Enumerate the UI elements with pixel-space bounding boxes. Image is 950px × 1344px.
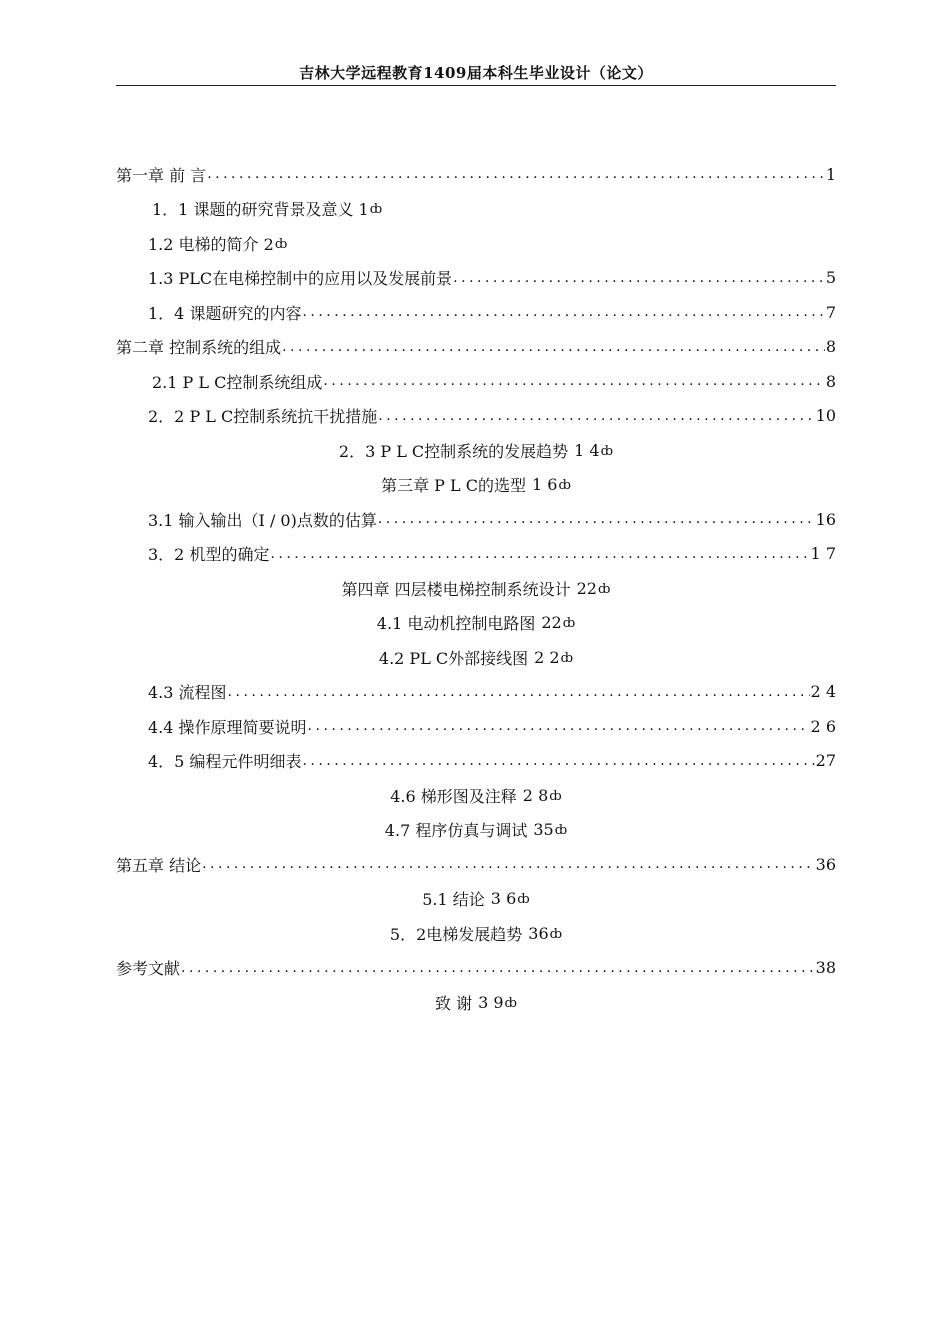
page-header-title: 吉林大学远程教育1409届本科生毕业设计（论文） xyxy=(299,64,653,82)
toc-page-number: 5 xyxy=(825,268,836,288)
toc-entry-title: 4.4 操作原理简要说明 xyxy=(148,717,307,737)
paragraph-return-icon: ȸ xyxy=(517,892,530,908)
toc-entry[interactable] xyxy=(116,261,836,296)
toc-entry-title: 5．2电梯发展趋势 xyxy=(389,924,523,944)
toc-entry-title: 3.1 输入输出（I / 0)点数的估算 xyxy=(148,510,377,530)
paragraph-return-icon: ȸ xyxy=(600,443,614,459)
toc-entry[interactable] xyxy=(116,709,836,744)
toc-entry[interactable] xyxy=(116,951,836,986)
toc-dot-leader xyxy=(453,270,825,286)
toc-page-number: 8 xyxy=(825,337,836,357)
paragraph-return-icon: ȸ xyxy=(369,202,383,218)
toc-entry-title: 3．2 机型的确定 xyxy=(148,545,270,565)
toc-page-number: 8 xyxy=(825,371,836,391)
toc-entry-title: 第四章 四层楼电梯控制系统设计 xyxy=(341,579,571,599)
toc-entry[interactable] xyxy=(116,330,836,365)
toc-dot-leader xyxy=(302,304,824,320)
toc-dot-leader xyxy=(270,546,809,562)
toc-entry[interactable] xyxy=(116,847,836,882)
toc-entry[interactable] xyxy=(116,744,836,779)
toc-entry-title: 2.1 P L C控制系统组成 xyxy=(152,372,323,392)
toc-entry[interactable] xyxy=(116,675,836,710)
toc-page-number: 36 xyxy=(528,923,549,943)
toc-dot-leader xyxy=(202,856,815,872)
toc-page-number: 3 9 xyxy=(478,992,504,1012)
toc-entry-title: 5.1 结论 xyxy=(422,890,485,910)
toc-entry-title: 2．2 P L C控制系统抗干扰措施 xyxy=(148,407,378,427)
toc-entry[interactable] xyxy=(116,192,836,227)
toc-page-number: 1 6 xyxy=(531,475,558,495)
toc-entry[interactable] xyxy=(116,606,836,641)
paragraph-return-icon: ȸ xyxy=(549,788,562,804)
toc-entry-title: 4.1 电动机控制电路图 xyxy=(376,614,536,634)
toc-entry[interactable] xyxy=(116,468,836,503)
toc-dot-leader xyxy=(302,753,814,769)
toc-page-number: 10 xyxy=(815,406,836,426)
toc-page-number: 7 xyxy=(825,302,836,322)
toc-entry[interactable] xyxy=(116,433,836,468)
toc-page-number: 2 8 xyxy=(522,785,549,805)
toc-page-number: 3 6 xyxy=(490,889,517,909)
header-divider xyxy=(116,85,836,86)
toc-page-number: 35 xyxy=(533,820,554,840)
toc-page-number: 1 7 xyxy=(810,544,836,564)
toc-dot-leader xyxy=(323,373,824,389)
toc-entry[interactable] xyxy=(116,226,836,261)
toc-entry-title: 第二章 控制系统的组成 xyxy=(116,338,282,358)
toc-entry-title: 第五章 结论 xyxy=(116,855,202,875)
paragraph-return-icon: ȸ xyxy=(504,995,518,1011)
toc-entry[interactable] xyxy=(116,399,836,434)
toc-entry[interactable] xyxy=(116,813,836,848)
toc-dot-leader xyxy=(228,684,810,700)
toc-dot-leader xyxy=(282,339,825,355)
toc-entry[interactable] xyxy=(116,502,836,537)
toc-dot-leader xyxy=(207,166,825,182)
toc-page-number: 2 2 xyxy=(534,647,560,667)
table-of-contents xyxy=(116,157,836,1020)
toc-page-number: 16 xyxy=(815,509,836,529)
toc-entry-title: 2．3 P L C控制系统的发展趋势 xyxy=(338,441,569,461)
toc-entry[interactable] xyxy=(116,364,836,399)
toc-entry[interactable] xyxy=(116,295,836,330)
toc-dot-leader xyxy=(181,960,815,976)
paragraph-return-icon: ȸ xyxy=(597,581,611,597)
toc-entry-title: 第三章 P L C的选型 xyxy=(381,476,526,496)
toc-entry-title: 4．5 编程元件明细表 xyxy=(148,752,302,772)
toc-entry-title: 致 谢 xyxy=(434,993,473,1013)
toc-dot-leader xyxy=(378,511,815,527)
toc-entry[interactable] xyxy=(116,640,836,675)
toc-dot-leader xyxy=(308,718,810,734)
toc-entry-title: 参考文献 xyxy=(116,959,181,979)
toc-entry[interactable] xyxy=(116,537,836,572)
paragraph-return-icon: ȸ xyxy=(560,650,574,666)
toc-page-number: 2 4 xyxy=(810,682,836,702)
toc-page-number: 22 xyxy=(576,578,597,598)
toc-page-number: 22 xyxy=(541,613,562,633)
toc-entry[interactable] xyxy=(116,882,836,917)
toc-page-number: 38 xyxy=(815,958,836,978)
toc-entry[interactable] xyxy=(116,571,836,606)
toc-entry[interactable] xyxy=(116,778,836,813)
toc-page-number: 36 xyxy=(815,854,836,874)
toc-entry[interactable] xyxy=(116,985,836,1020)
toc-entry-title: 4.3 流程图 xyxy=(148,683,227,703)
paragraph-return-icon: ȸ xyxy=(274,236,288,252)
toc-entry[interactable] xyxy=(116,157,836,192)
paragraph-return-icon: ȸ xyxy=(562,616,576,632)
toc-entry-title: 1.3 PLC在电梯控制中的应用以及发展前景 xyxy=(148,269,453,289)
paragraph-return-icon: ȸ xyxy=(549,926,563,942)
toc-dot-leader xyxy=(378,408,814,424)
paragraph-return-icon: ȸ xyxy=(558,478,571,494)
toc-entry-title: 1.2 电梯的简介 2 xyxy=(148,234,274,254)
paragraph-return-icon: ȸ xyxy=(554,823,568,839)
toc-entry-title: 4.6 梯形图及注释 xyxy=(390,786,517,806)
toc-entry-title: 第一章 前 言 xyxy=(116,165,207,185)
toc-page-number: 1 xyxy=(825,164,836,184)
toc-entry-title: 4.2 PL C外部接线图 xyxy=(378,648,529,668)
toc-page-number: 1 4 xyxy=(574,440,600,460)
toc-entry-title: 1．4 课题研究的内容 xyxy=(148,303,302,323)
toc-page-number: 27 xyxy=(815,751,836,771)
toc-page-number: 2 6 xyxy=(810,716,836,736)
toc-entry[interactable] xyxy=(116,916,836,951)
toc-entry-title: 1．1 课题的研究背景及意义 1 xyxy=(152,200,369,220)
toc-entry-title: 4.7 程序仿真与调试 xyxy=(384,821,528,841)
